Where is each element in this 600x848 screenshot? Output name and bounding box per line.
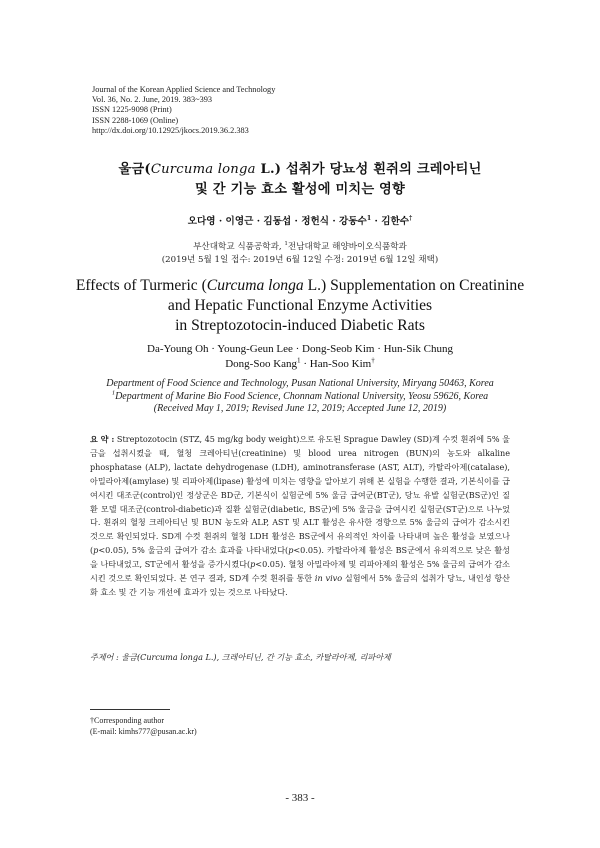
english-affiliation-1: Department of Food Science and Technology, Pusan National University, Miryang 50463, Korea: [106, 378, 494, 389]
korean-received-dates: (2019년 5월 1일 접수: 2019년 6월 12일 수정: 2019년 6월 12일 채택): [161, 255, 439, 265]
english-authors-line-2: [0, 357, 600, 372]
korean-affiliation-line: [0, 241, 600, 254]
abstract-label: 요 약 :: [90, 434, 115, 444]
english-author-name: Dong-Soo Kang: [225, 357, 298, 370]
abstract-text: <0.05). 카탈라아제 활성은 BS군에서 유의적으로 낮은 활성을 나타내었고, ST군에서 활성을 증가시켰다(: [90, 545, 510, 570]
corresponding-marker: †: [371, 355, 375, 364]
abstract-text: <0.05). 혈청 아밀라아제 및 리파아제의 활성은 5% 울금의 급여가 감소시킨 것으로 확인되었다. 본 연구 결과, SD계 수컷 흰쥐를 통한: [90, 559, 510, 584]
english-affiliation-text: Department of Marine Bio Food Science, Chonnam National University, Yeosu 59626, Korea: [115, 390, 489, 402]
abstract-text: <0.05), 5% 울금의 급여가 감소 효과를 나타내었다(: [98, 545, 289, 556]
korean-author-names: 오다영 · 이영근 · 김동섭 · 정헌식 · 강동수: [187, 216, 367, 227]
affiliation-marker: 1: [297, 355, 301, 364]
english-affiliation-2: [0, 391, 600, 404]
korean-affiliation-text: 부산대학교 식품공학과,: [193, 242, 285, 252]
affiliation-marker: 1: [284, 241, 288, 248]
english-author-name: · Han-Soo Kim: [300, 357, 372, 370]
corresponding-marker: †: [409, 214, 413, 222]
korean-title-line-1: [0, 160, 600, 180]
corresponding-email[interactable]: (E-mail: kimhs777@pusan.ac.kr): [90, 727, 197, 736]
korean-abstract: [90, 433, 510, 600]
korean-title-text: 울금(: [118, 162, 151, 177]
abstract-p-symbol: p: [288, 545, 294, 556]
korean-author-names: · 김한수: [371, 216, 409, 227]
korean-title-text: L.) 섭취가 당뇨성 흰쥐의 크레아티닌: [255, 162, 482, 177]
journal-header: [92, 85, 275, 136]
english-title-line-1: [0, 276, 600, 296]
korean-affiliations: [0, 241, 600, 267]
english-title: [0, 276, 600, 336]
affiliation-marker: 1: [111, 389, 116, 397]
keywords: 주제어 : 울금(Curcuma longa L.), 크레아티닌, 간 기능 효소, 카탈라아제, 리파아제: [90, 652, 391, 662]
english-title-text: Effects of Turmeric (: [75, 277, 207, 294]
english-authors-line-1: Da-Young Oh · Young-Geun Lee · Dong-Seob Kim · Hun-Sik Chung: [147, 343, 453, 355]
journal-volume: Vol. 36, No. 2. June, 2019. 383~393: [92, 95, 213, 105]
korean-title-species: Curcuma longa: [150, 162, 256, 177]
affiliation-marker: 1: [366, 214, 372, 222]
footnote-divider: [90, 709, 170, 710]
journal-name: Journal of the Korean Applied Science and Technology: [92, 85, 276, 94]
journal-doi-link[interactable]: http://dx.doi.org/10.12925/jkocs.2019.36.2.383: [92, 125, 249, 135]
english-title-species: Curcuma longa: [206, 277, 304, 294]
korean-title-line-2: 및 간 기능 효소 활성에 미치는 영향: [195, 182, 405, 197]
english-affiliations: [0, 378, 600, 416]
korean-affiliation-text: 전남대학교 해양바이오식품학과: [287, 242, 407, 252]
english-received-dates: (Received May 1, 2019; Revised June 12, 2019; Accepted June 12, 2019): [153, 403, 447, 415]
corresponding-author-note: †Corresponding author: [90, 716, 164, 725]
english-authors: [0, 342, 600, 371]
english-title-text: L.) Supplementation on Creatinine: [303, 277, 525, 294]
journal-issn-print: ISSN 1225-9098 (Print): [92, 105, 172, 115]
abstract-p-symbol: p: [93, 545, 99, 556]
footnote: [90, 715, 197, 737]
page-number: - 383 -: [285, 792, 315, 804]
abstract-p-symbol: p: [250, 559, 256, 570]
english-title-line-2: and Hepatic Functional Enzyme Activities: [167, 297, 433, 314]
abstract-text: Streptozotocin (STZ, 45 mg/kg body weight)으로 유도된 Sprague Dawley (SD)계 수컷 흰쥐에 5% 울금을 섭취시켰을 때, 혈청 크레아티닌(creatinine) 및 blood urea nitrogen (BUN)의 농도와 alkaline phosphatase (ALP), lactate dehydrogenase (LDH), aminotransferase (AST, ALT), 카탈라아제(catalase), 아밀라아제(amylase) 및 리파아제(lipase) 활성에 미치는 영향을 알아보기 위해 본 실험을 수행한 결과, 기본식이를 급여시킨 대조군(control)인 정상군은 BD군, 기본식이 실험군에 5% 울금 급여군(BT군), 당뇨 유발 실험군(BS군)인 질환 모델 대조군(control-diabetic)과 질환 실험군(diabetic, BS군)에 5% 울금을 급여시킨 실험군(ST군)으로 나누었다. 흰쥐의 혈청 크레아티닌 및 BUN 농도와 ALP, AST 및 ALT 활성은 유사한 경향으로 5% 울금의 급여가 감소시킨 것으로 확인되었다. SD계 수컷 흰쥐의 혈청 LDH 활성은 BS군에서 유의적인 차이를 나타내며 높은 활성을 보였으나(: [90, 434, 510, 556]
journal-issn-online: ISSN 2288-1069 (Online): [92, 115, 179, 125]
abstract-text: 실험에서 5% 울금의 섭취가 당뇨, 내인성 항산화 효소 및 간 기능 개선에 효과가 있는 것으로 나타났다.: [90, 573, 510, 597]
abstract-in-vivo: in vivo: [314, 573, 343, 584]
korean-title: [0, 160, 600, 200]
english-title-line-3: in Streptozotocin-induced Diabetic Rats: [175, 317, 425, 334]
korean-authors: [0, 213, 600, 227]
